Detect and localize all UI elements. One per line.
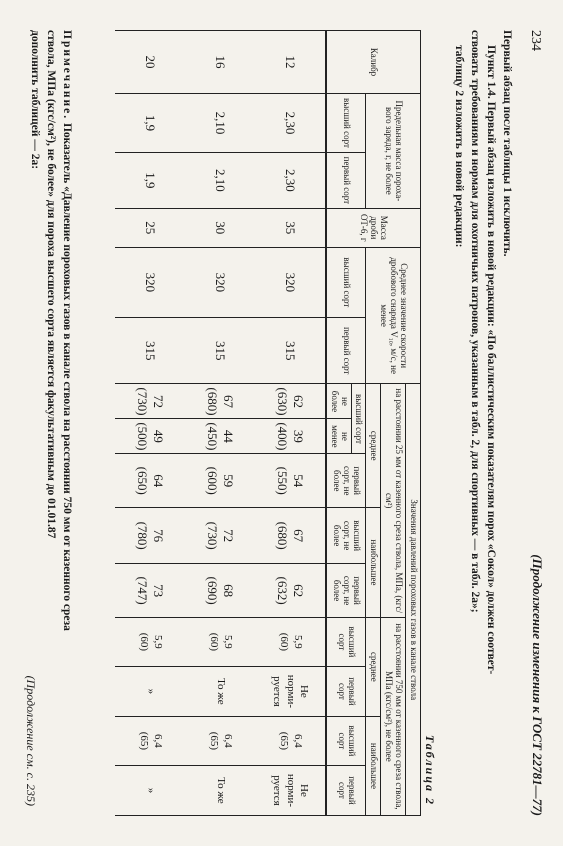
cell-p750-avg-first: То же [185, 666, 255, 716]
ballistic-table [115, 30, 421, 816]
header-750-high-top: высший сорт [326, 716, 366, 765]
header-25-highest: наибольшее [366, 508, 381, 618]
cell-p25-avg-first-max: 64 (650) [115, 454, 185, 508]
cell-p750-avg-top: 5,9 (60) [185, 617, 255, 666]
cell-p25-avg-top-min: 49 (500) [115, 419, 185, 454]
table-row [255, 31, 326, 816]
cell-mass-top: 2,10 [185, 94, 255, 153]
cell-v-top: 320 [185, 247, 255, 317]
cell-mass-top: 2,30 [255, 94, 326, 153]
header-25-top-grade: высший сорт [351, 384, 366, 453]
header-25-top-group [326, 384, 366, 454]
cell-p750-high-top: 6,4 (65) [115, 716, 185, 765]
header-25-top-max: не более [327, 384, 351, 419]
cell-p750-high-first: Не норми- руется [255, 765, 326, 815]
header-25-high-top: высший сорт, не более [326, 508, 366, 564]
cell-mass-first: 2,10 [185, 152, 255, 208]
cell-p25-avg-top-max: 72 (730) [115, 384, 185, 419]
header-pressure: Значения давлений пороховых газов в канале ствола [406, 384, 421, 816]
intro-line-1: Первый абзац после таблицы 1 исключить. [501, 30, 513, 257]
cell-p25-avg-first-max: 54 (550) [255, 454, 326, 508]
running-header: (Продолжение изменения к ГОСТ 22781—77) [530, 554, 545, 816]
continued-note: (Продолжение см. с. 235) [24, 675, 38, 806]
cell-p25-avg-top-max: 62 (630) [255, 384, 326, 419]
cell-p750-avg-first: Не норми- руется [255, 666, 326, 716]
header-avg-speed: Среднее значение скорости дробового снаряда V₁₀, м/с, не менее [366, 247, 421, 384]
cell-caliber: 16 [185, 31, 255, 94]
note-text: Показатель «Давление пороховых газов в канале ствола на расстоянии 750 мм от казенного среза [61, 122, 73, 631]
cell-v-first: 315 [115, 317, 185, 384]
cell-v-top: 320 [115, 247, 185, 317]
cell-shot: 35 [255, 208, 326, 247]
cell-v-first: 315 [185, 317, 255, 384]
cell-p25-avg-top-max: 67 (680) [185, 384, 255, 419]
cell-v-first: 315 [255, 317, 326, 384]
cell-p25-avg-first-max: 59 (600) [185, 454, 255, 508]
header-speed-top: высший сорт [326, 247, 366, 317]
intro-line-4: таблицу 2 изложить в новой редакции: [453, 45, 465, 248]
table-title: Таблица 2 [423, 734, 437, 806]
cell-mass-top: 1,9 [115, 94, 185, 153]
header-25-top-min: не менее [329, 425, 350, 448]
note-label: Примечание. [61, 30, 73, 121]
cell-p750-high-first: То же [185, 765, 255, 815]
table-row [115, 31, 185, 816]
intro-line-3: ствовать требованиям и нормам для охотничьих патронов, указанным в табл. 2, для спортивных — в табл. 2а»; [469, 30, 481, 613]
cell-shot: 25 [115, 208, 185, 247]
cell-mass-first: 2,30 [255, 152, 326, 208]
cell-p25-high-top: 72 (730) [185, 508, 255, 564]
header-powder-mass: Предельная масса пороха-вого заряда, г, не более [366, 94, 421, 209]
cell-p750-avg-top: 5,9 (60) [255, 617, 326, 666]
cell-v-top: 320 [255, 247, 326, 317]
note-line-2: ствола, МПа (кгс/см²), не более» для пороха высшего сорта является факультативным до 01.01.87 [45, 30, 57, 539]
header-shot-mass: Масса дроби ОТ-6, г [326, 208, 421, 247]
cell-p750-avg-first: » [115, 666, 185, 716]
cell-p25-high-first: 73 (747) [115, 564, 185, 618]
table-row [185, 31, 255, 816]
cell-p25-avg-top-min: 44 (450) [185, 419, 255, 454]
header-750-avg-top: высший сорт [326, 617, 366, 666]
cell-p750-high-top: 6,4 (65) [185, 716, 255, 765]
header-25-high-first: первый сорт, не более [326, 564, 366, 618]
cell-p25-high-first: 68 (690) [185, 564, 255, 618]
cell-shot: 30 [185, 208, 255, 247]
page-number: 234 [528, 30, 543, 51]
cell-p750-high-first: » [115, 765, 185, 815]
header-at-750mm: на расстоянии 750 мм от казенного среза ствола, МПа (кгс/см²), не более [381, 617, 406, 815]
cell-caliber: 20 [115, 31, 185, 94]
header-mass-first: первый сорт [326, 152, 366, 208]
header-750-average: среднее [366, 617, 381, 716]
cell-p25-high-top: 76 (780) [115, 508, 185, 564]
cell-caliber: 12 [255, 31, 326, 94]
cell-mass-first: 1,9 [115, 152, 185, 208]
cell-p25-high-first: 62 (632) [255, 564, 326, 618]
header-at-25mm: на расстоянии 25 мм от казенного среза ствола, МПа, (кгс/см²) [381, 384, 406, 617]
header-mass-top: высший сорт [326, 94, 366, 153]
header-750-avg-first: первый сорт [326, 666, 366, 716]
cell-p25-avg-top-min: 39 (400) [255, 419, 326, 454]
note [61, 30, 73, 631]
header-25-first-avg: первый сорт, не более [326, 454, 366, 508]
intro-line-2: Пункт 1.4. Первый абзац изложить в новой редакции: «По баллистическим показателям порох «Сокол» должен соответ- [485, 45, 497, 675]
header-750-high-first: первый сорт [326, 765, 366, 815]
cell-p25-high-top: 67 (680) [255, 508, 326, 564]
cell-p750-high-top: 6,4 (65) [255, 716, 326, 765]
cell-p750-avg-top: 5,9 (60) [115, 617, 185, 666]
note-line-3: дополнить таблицей — 2а: [29, 30, 41, 170]
header-25-average: среднее [366, 384, 381, 508]
header-caliber: Калибр [326, 31, 421, 94]
header-750-highest: наибольшее [366, 716, 381, 815]
header-speed-first: первый сорт [326, 317, 366, 384]
